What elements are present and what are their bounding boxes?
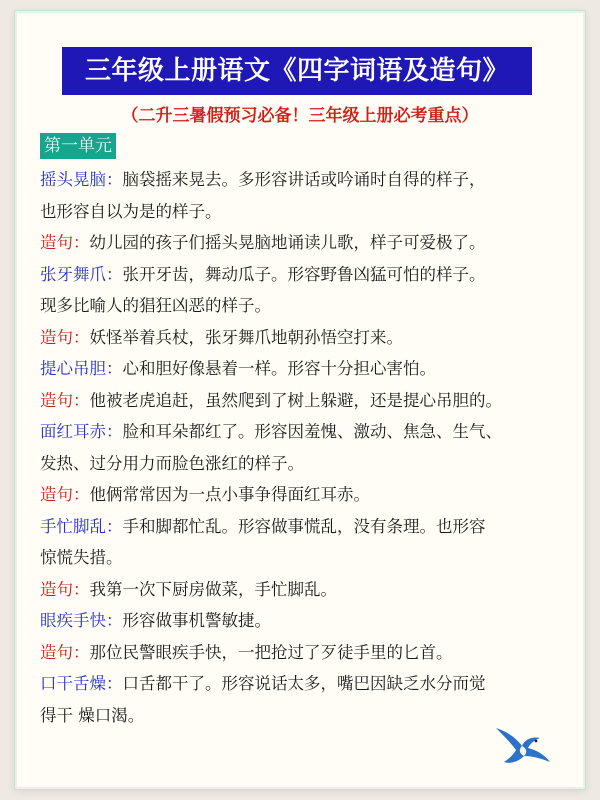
entry-definition: 惊慌失措。: [40, 548, 123, 567]
entry-definition: 发热、过分用力而脸色涨红的样子。: [40, 453, 304, 473]
entry-definition: 现多比喻人的猖狂凶恶的样子。: [40, 296, 271, 315]
entry-definition-line: [40, 542, 570, 574]
entry-term: 手忙脚乱：: [40, 516, 123, 536]
entry-example-line: [40, 479, 570, 511]
entry-definition-line: [40, 448, 570, 480]
entry-example-line: [40, 227, 570, 259]
entry-definition: 手和脚都忙乱。形容做事慌乱，没有条理。也形容: [122, 516, 486, 536]
entry-definition: 得干 燥口渴。: [40, 705, 145, 725]
entry-term: 面红耳赤：: [40, 422, 123, 441]
entry-definition-line: [40, 700, 570, 732]
entry-definition: 形容做事机警敏捷。: [122, 611, 271, 630]
entry-definition-line: [40, 196, 570, 228]
entry-definition-line: [40, 290, 570, 322]
entry-term: 眼疾手快：: [40, 611, 123, 630]
entry-example-line: [40, 574, 570, 606]
entry-term: 张牙舞爪：: [40, 264, 123, 284]
example-label: 造句：: [40, 390, 90, 410]
entry-definition: 脑袋摇来晃去。多形容讲话或吟诵时自得的样子，: [122, 170, 486, 189]
entry-definition-line: [40, 416, 570, 448]
entry-example-line: [40, 385, 570, 417]
entry-list: [40, 164, 570, 731]
entry-term: 提心吊胆：: [40, 359, 123, 378]
example-sentence: 我第一次下厨房做菜，手忙脚乱。: [89, 579, 337, 599]
entry-definition-line: [40, 511, 570, 543]
entry-term: 摇头晃脑：: [40, 170, 123, 189]
entry-definition-line: [40, 164, 570, 196]
entry-example-line: [40, 322, 570, 354]
entry-definition: 脸和耳朵都红了。形容因羞愧、激动、焦急、生气、: [122, 422, 502, 441]
example-sentence: 他被老虎追赶，虽然爬到了树上躲避，还是提心吊胆的。: [89, 390, 502, 410]
example-sentence: 那位民警眼疾手快，一把抢过了歹徒手里的匕首。: [89, 642, 453, 662]
example-label: 造句：: [40, 579, 90, 599]
entry-definition: 也形容自以为是的样子。: [40, 201, 222, 221]
unit-label: 第一单元: [40, 133, 116, 159]
page-title: [62, 47, 532, 95]
entry-definition-line: [40, 259, 570, 291]
entry-definition: 口舌都干了。形容说话太多，嘴巴因缺乏水分而觉: [122, 674, 486, 693]
entry-definition: 张开牙齿，舞动瓜子。形容野鲁凶猛可怕的样子。: [122, 264, 486, 284]
example-sentence: 他俩常常因为一点小事争得面红耳赤。: [89, 485, 370, 504]
page-subtitle: （二升三暑假预习必备！三年级上册必考重点）: [121, 106, 479, 126]
entry-definition: 心和胆好像悬着一样。形容十分担心害怕。: [122, 359, 436, 378]
example-label: 造句：: [40, 327, 90, 347]
example-sentence: 幼儿园的孩子们摇头晃脑地诵读儿歌，样子可爱极了。: [89, 233, 486, 252]
entry-definition-line: [40, 353, 570, 385]
example-label: 造句：: [40, 642, 90, 662]
entry-example-line: [40, 637, 570, 669]
swallow-bird-icon: [494, 722, 552, 768]
page-title-text: 三年级上册语文《四字词语及造句: [84, 56, 483, 86]
entry-term: 口干舌燥：: [40, 674, 123, 693]
entry-definition-line: [40, 668, 570, 700]
example-label: 造句：: [40, 233, 90, 252]
entry-definition-line: [40, 605, 570, 637]
example-label: 造句：: [40, 485, 90, 504]
example-sentence: 妖怪举着兵杖，张牙舞爪地朝孙悟空打来。: [89, 327, 403, 347]
page-title-close: 》: [482, 56, 510, 86]
